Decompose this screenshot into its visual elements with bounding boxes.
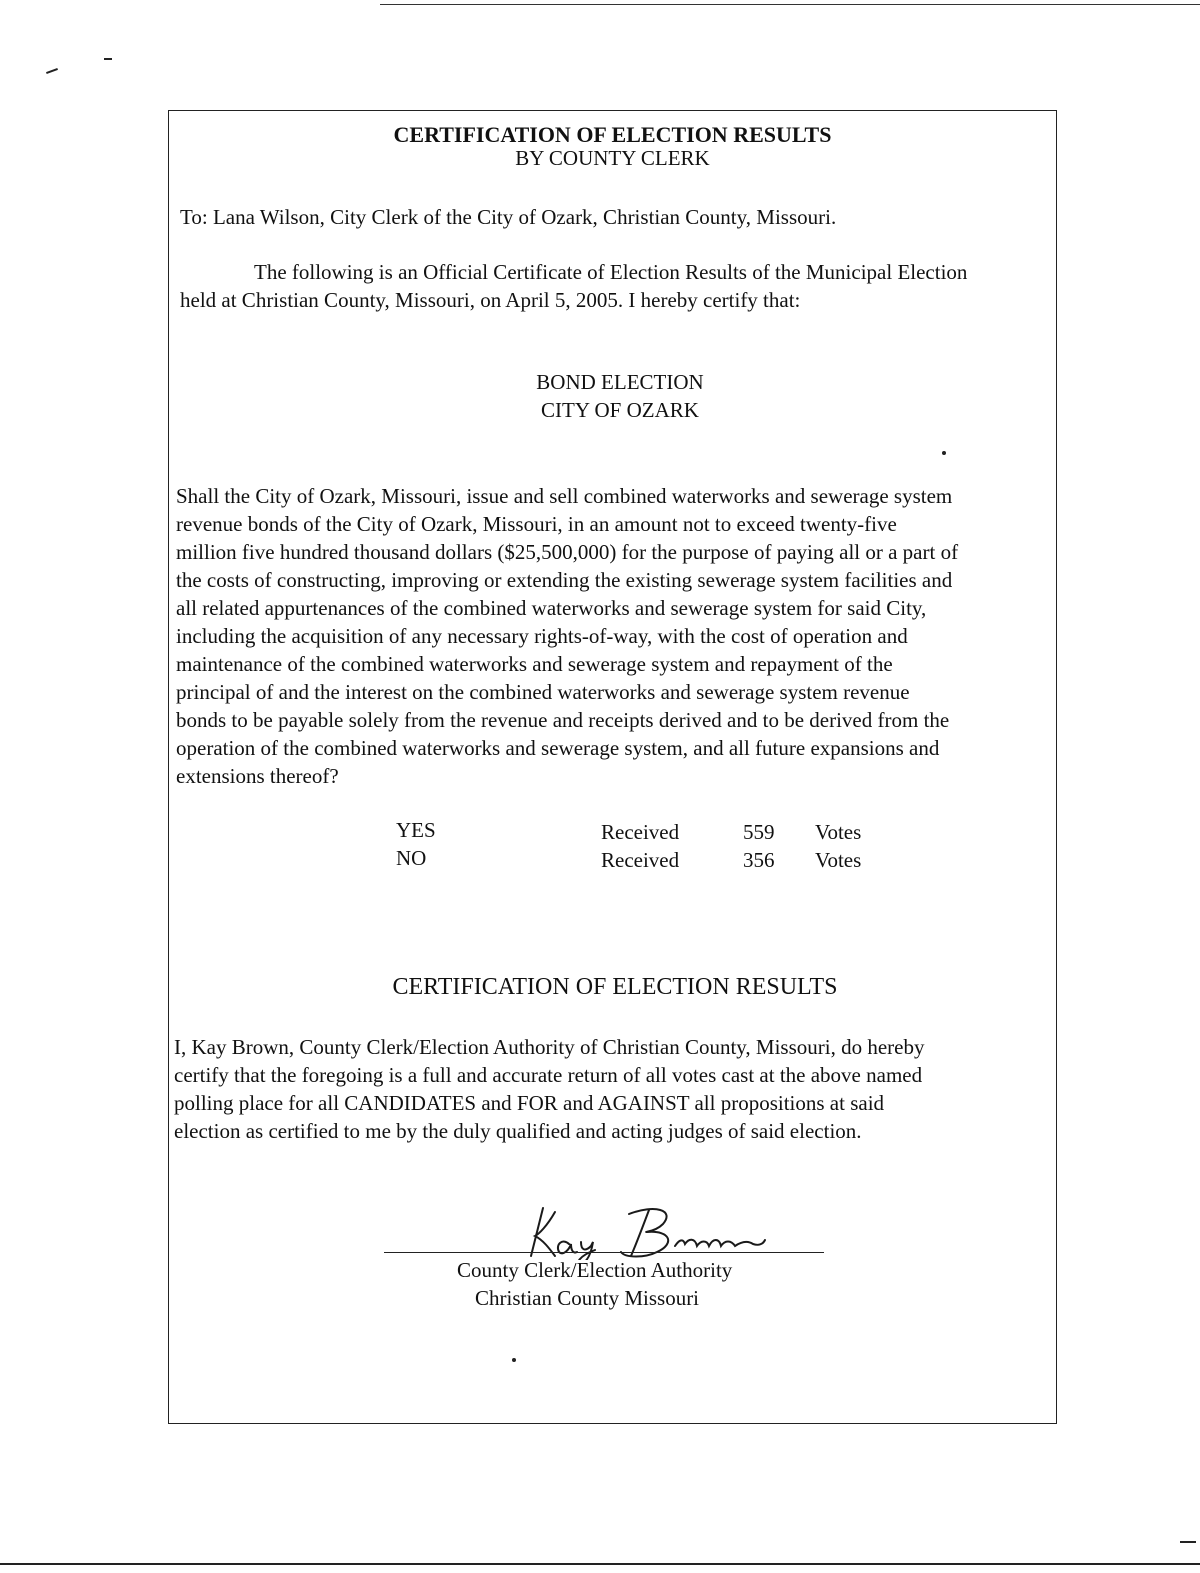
result-option: NO <box>396 846 427 870</box>
scan-speck <box>104 58 112 60</box>
document-title: CERTIFICATION OF ELECTION RESULTS <box>393 122 832 147</box>
question-line: million five hundred thousand dollars ($25,500,000) for the purpose of paying all or a part of <box>176 540 959 564</box>
result-received: Received <box>601 848 680 872</box>
certification-line: polling place for all CANDIDATES and FOR and AGAINST all propositions at said <box>174 1091 885 1115</box>
result-received: Received <box>601 820 680 844</box>
result-option: YES <box>396 818 436 842</box>
intro-line-1: The following is an Official Certificate of Election Results of the Municipal Election <box>254 260 968 284</box>
question-line: bonds to be payable solely from the revenue and receipts derived and to be derived from the <box>176 708 950 732</box>
question-line: operation of the combined waterworks and sewerage system, and all future expansions and <box>176 736 940 760</box>
scan-edge-top <box>380 4 1200 5</box>
scan-edge-bottom <box>0 1563 1200 1565</box>
question-line: all related appurtenances of the combined waterworks and sewerage system for said City, <box>176 596 927 620</box>
certification-line: I, Kay Brown, County Clerk/Election Authority of Christian County, Missouri, do hereby <box>174 1035 925 1059</box>
question-line: Shall the City of Ozark, Missouri, issue and sell combined waterworks and sewerage system <box>176 484 953 508</box>
election-subtitle: CITY OF OZARK <box>541 398 699 422</box>
result-unit: Votes <box>815 848 862 872</box>
question-line: revenue bonds of the City of Ozark, Missouri, in an amount not to exceed twenty-five <box>176 512 897 536</box>
result-count: 559 <box>743 820 775 844</box>
election-title: BOND ELECTION <box>536 370 704 394</box>
scan-speck <box>46 68 58 74</box>
addressee: To: Lana Wilson, City Clerk of the City of Ozark, Christian County, Missouri. <box>180 205 837 229</box>
question-line: including the acquisition of any necessary rights-of-way, with the cost of operation and <box>176 624 908 648</box>
certification-line: election as certified to me by the duly qualified and acting judges of said election. <box>174 1119 862 1143</box>
document-subtitle: BY COUNTY CLERK <box>515 146 710 170</box>
question-line: the costs of constructing, improving or extending the existing sewerage system facilities and <box>176 568 953 592</box>
signer-county: Christian County Missouri <box>475 1286 700 1310</box>
certification-line: certify that the foregoing is a full and accurate return of all votes cast at the above named <box>174 1063 923 1087</box>
result-unit: Votes <box>815 820 862 844</box>
handwritten-signature <box>525 1200 785 1260</box>
signature-line <box>384 1252 824 1253</box>
question-line: extensions thereof? <box>176 764 339 788</box>
result-count: 356 <box>743 848 775 872</box>
intro-line-2: held at Christian County, Missouri, on April 5, 2005. I hereby certify that: <box>180 288 801 312</box>
scan-speck <box>1180 1541 1196 1543</box>
certification-title: CERTIFICATION OF ELECTION RESULTS <box>392 974 838 1000</box>
question-line: maintenance of the combined waterworks and sewerage system and repayment of the <box>176 652 893 676</box>
question-line: principal of and the interest on the combined waterworks and sewerage system revenue <box>176 680 910 704</box>
signer-title: County Clerk/Election Authority <box>457 1258 733 1282</box>
